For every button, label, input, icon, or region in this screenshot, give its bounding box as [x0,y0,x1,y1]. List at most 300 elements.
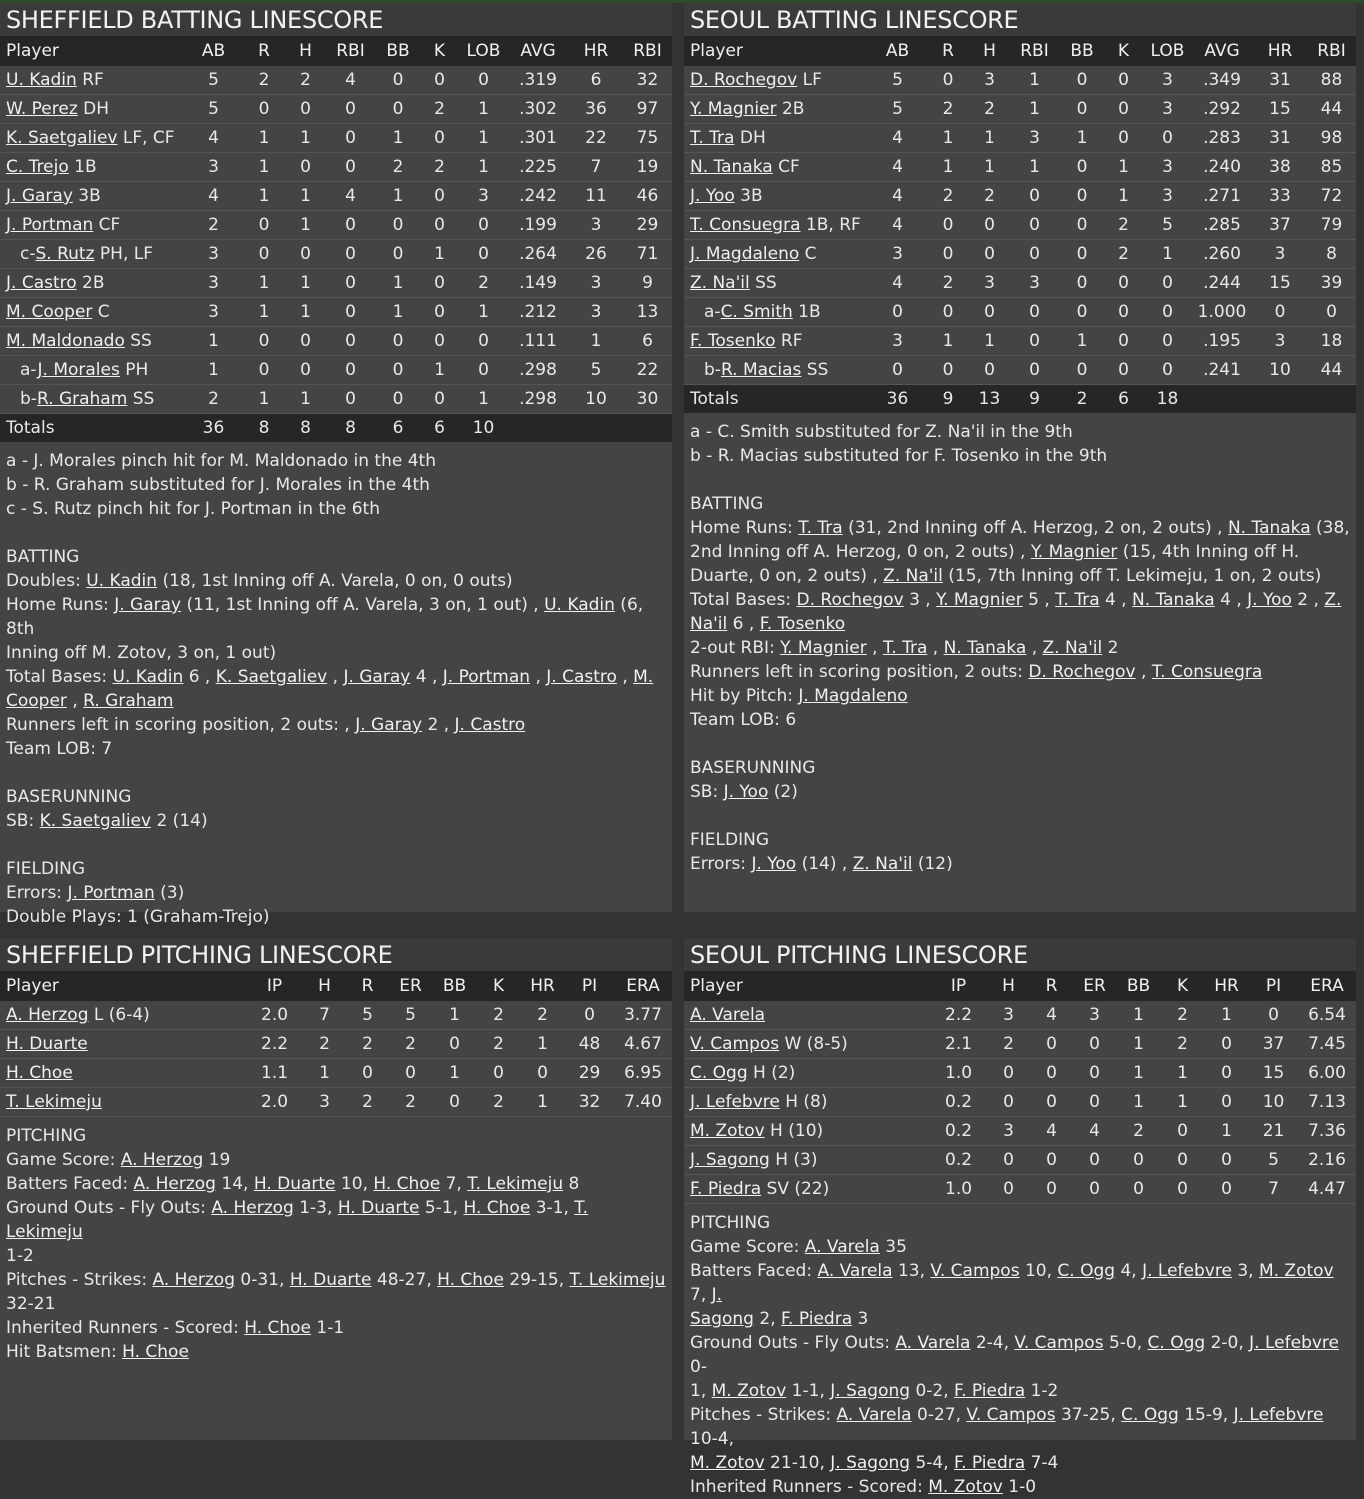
note-text: 2 , [1291,590,1325,610]
player-link[interactable]: J. Sagong [690,1150,770,1170]
player-link[interactable]: J. Lefebvre [1142,1261,1232,1281]
stat-cell: 1 [287,211,324,240]
player-row [0,327,672,356]
stat-cell: 0 [1253,298,1307,327]
stat-cell: .264 [507,240,569,269]
note-line [6,1316,666,1340]
note-line [690,540,1350,564]
player-link[interactable]: U. Kadin [112,667,184,687]
player-link[interactable]: R. Macias [720,360,802,380]
totals-label: Totals [0,414,186,443]
stat-cell: 3 [460,182,507,211]
note-line [6,1196,666,1244]
column-header: K [1103,36,1144,66]
note-text: Hit Batsmen: [6,1342,123,1362]
stat-cell: 4 [324,66,377,95]
player-position: RF [76,70,104,90]
note-text: 1-2 [1025,1381,1059,1401]
stat-cell: 10 [1253,356,1307,385]
player-link[interactable]: H. Choe [373,1174,441,1194]
note-text: (18, 1st Inning off A. Varela, 0 on, 0 outs) [157,571,513,591]
totals-row [0,414,672,443]
player-link[interactable]: T. Tra [1055,590,1100,610]
note-text: 1-0 [1002,1477,1037,1497]
player-link[interactable]: M. [633,667,654,687]
stat-cell: .244 [1191,269,1253,298]
player-cell [684,327,870,356]
stat-cell: .271 [1191,182,1253,211]
stat-cell: 1 [241,298,287,327]
player-link[interactable]: H. Duarte [337,1198,420,1218]
stat-cell: 3 [987,1117,1030,1146]
player-link[interactable]: J. Garay [343,667,411,687]
player-link[interactable]: J. Lefebvre [1249,1333,1339,1353]
column-header: PI [1249,971,1298,1001]
player-position: 3B [72,186,101,206]
player-cell [684,182,870,211]
note-text: Pitches - Strikes: [6,1270,153,1290]
note-line [6,881,666,905]
player-link[interactable]: C. Ogg [1057,1261,1116,1281]
player-position: 2B [76,273,105,293]
stat-cell: 48 [565,1030,614,1059]
player-link[interactable]: Z. Na'il [883,566,943,586]
player-cell [684,240,870,269]
player-link[interactable]: M. Zotov [690,1121,765,1141]
stat-cell: 7 [303,1001,346,1030]
stat-cell: 3 [303,1088,346,1117]
player-link[interactable]: J. Yoo [751,854,797,874]
player-link[interactable]: M. Cooper [6,302,93,322]
player-link[interactable]: T. Consuegra [690,215,801,235]
player-row [684,1146,1356,1175]
player-link[interactable]: R. Graham [36,389,128,409]
stat-cell: 1 [460,95,507,124]
player-position: LF, CF [117,128,175,148]
sheffield-batting-panel [0,3,672,927]
player-link[interactable]: V. Campos [690,1034,780,1054]
player-link[interactable]: J. Portman [67,883,155,903]
player-link[interactable]: J. Sagong [830,1381,911,1401]
note-line [6,1268,666,1292]
note-text: 48-27, [371,1270,438,1290]
player-link[interactable]: H. Choe [437,1270,504,1290]
stat-cell: 0 [1073,1175,1116,1204]
player-link[interactable]: T. Tra [690,128,735,148]
player-link[interactable]: C. Trejo [6,157,69,177]
player-link[interactable]: A. Varela [804,1237,880,1257]
note-text: 4 , [1099,590,1133,610]
player-link[interactable]: H. Choe [244,1318,312,1338]
column-header: K [477,971,520,1001]
player-link[interactable]: C. Ogg [690,1063,748,1083]
stat-cell: 3 [1008,269,1061,298]
stat-cell: 3 [186,153,241,182]
player-link[interactable]: V. Campos [930,1261,1020,1281]
stat-cell: 15 [1249,1059,1298,1088]
stat-cell: 7.13 [1298,1088,1356,1117]
note-line [6,449,666,473]
player-link[interactable]: C. Ogg [1147,1333,1206,1353]
note-line [690,828,1350,852]
note-line [690,1307,1350,1331]
stat-cell: 0 [1073,1088,1116,1117]
column-header: AVG [1191,36,1253,66]
player-link[interactable]: R. Graham [83,691,174,711]
stat-cell: 5 [389,1001,432,1030]
stat-cell: 1 [1008,95,1061,124]
stat-cell: 0 [1061,240,1103,269]
note-text: (3) [154,883,185,903]
player-link[interactable]: J. Yoo [1247,590,1292,610]
player-link[interactable]: A. Varela [817,1261,893,1281]
player-link[interactable]: W. Perez [6,99,78,119]
note-text: , [866,638,883,658]
player-link[interactable]: Sagong [690,1309,754,1329]
player-link[interactable]: D. Rochegov [796,590,904,610]
player-cell [0,211,186,240]
totals-cell: 10 [460,414,507,443]
player-row [684,153,1356,182]
note-spacer [690,732,1350,756]
note-text: Ground Outs - Fly Outs: [690,1333,896,1353]
player-link[interactable]: Y. Magnier [690,99,777,119]
player-link[interactable]: H. Choe [463,1198,531,1218]
stat-cell: 29 [623,211,672,240]
stat-cell: 1 [971,124,1008,153]
stat-cell: 0 [287,327,324,356]
stat-cell: 5 [186,95,241,124]
stat-cell: 1 [1116,1088,1161,1117]
player-link[interactable]: F. Tosenko [759,614,846,634]
player-cell [0,66,186,95]
stat-cell: 1 [1008,66,1061,95]
player-link[interactable]: J. Yoo [723,782,769,802]
player-link[interactable]: K. Saetgaliev [39,811,152,831]
stat-cell: 6.95 [614,1059,672,1088]
player-link[interactable]: N. Tanaka [1227,518,1311,538]
note-line [6,785,666,809]
stat-cell: 0 [389,1059,432,1088]
player-link[interactable]: T. Tra [798,518,843,538]
player-link[interactable]: C. Smith [720,302,793,322]
player-link[interactable]: J. Portman [442,667,531,687]
player-link[interactable]: A. Varela [836,1405,912,1425]
player-row [0,1059,672,1088]
note-line [690,684,1350,708]
player-link[interactable]: H. Choe [6,1063,73,1083]
stat-cell: 1 [241,153,287,182]
player-link[interactable]: Y. Magnier [936,590,1023,610]
note-line [6,569,666,593]
note-text: , [327,667,344,687]
player-link[interactable]: T. Lekimeju [6,1092,102,1112]
player-position: CF [772,157,800,177]
player-link[interactable]: F. Piedra [954,1453,1026,1473]
player-row [0,211,672,240]
note-text: SB: [690,782,724,802]
player-link[interactable]: J. Castro [454,715,526,735]
player-position: H (2) [747,1063,796,1083]
player-link[interactable]: J. [711,1285,723,1305]
player-cell [0,1059,246,1088]
player-row [684,1088,1356,1117]
note-text: PITCHING [6,1126,87,1146]
stat-cell: 29 [565,1059,614,1088]
player-link[interactable]: N. Tanaka [1132,590,1215,610]
stat-cell: 3 [971,269,1008,298]
stat-cell: 88 [1307,66,1356,95]
player-row [0,240,672,269]
stat-cell: 2 [346,1088,389,1117]
note-text: 2 , [422,715,455,735]
stat-cell: 0 [1030,1088,1073,1117]
player-link[interactable]: J. Morales [37,360,120,380]
player-link[interactable]: A. Herzog [120,1150,204,1170]
player-link[interactable]: M. Zotov [711,1381,787,1401]
column-header: Player [0,971,246,1001]
player-link[interactable]: H. Duarte [6,1034,88,1054]
player-link[interactable]: J. Castro [546,667,617,687]
note-text: 7, [440,1174,468,1194]
player-link[interactable]: T. Consuegra [1151,662,1263,682]
stat-cell: 4 [1030,1117,1073,1146]
player-link[interactable]: H. Duarte [253,1174,336,1194]
stat-cell: 1 [520,1030,565,1059]
player-link[interactable]: V. Campos [1014,1333,1104,1353]
player-link[interactable]: Z. Na'il [690,273,750,293]
player-link[interactable]: Y. Magnier [1030,542,1118,562]
player-link[interactable]: J. Garay [355,715,423,735]
player-link[interactable]: V. Campos [966,1405,1056,1425]
stat-cell: 0 [460,356,507,385]
note-spacer [6,833,666,857]
stat-cell: 5 [569,356,623,385]
column-header: ERA [1298,971,1356,1001]
note-line [6,689,666,713]
note-text: 32-21 [6,1294,56,1314]
player-position: DH [77,99,110,119]
note-text: 1-3, [293,1198,338,1218]
player-link[interactable]: Z. Na'il [1042,638,1103,658]
player-link[interactable]: A. Herzog [6,1005,89,1025]
stat-cell: 0 [324,240,377,269]
player-link[interactable]: U. Kadin [544,595,615,615]
player-row [0,1001,672,1030]
column-header: AB [870,36,925,66]
note-text: PITCHING [690,1213,771,1233]
stat-cell: 3 [1144,153,1191,182]
stat-cell: 2 [460,269,507,298]
player-link[interactable]: J. Lefebvre [1233,1405,1324,1425]
column-header: ERA [614,971,672,1001]
player-link[interactable]: J. Magdaleno [690,244,800,264]
player-cell [0,356,186,385]
player-link[interactable]: F. Piedra [954,1381,1026,1401]
player-position: SV (22) [761,1179,830,1199]
player-link[interactable]: J. Sagong [830,1453,911,1473]
player-link[interactable]: M. Zotov [928,1477,1003,1497]
stat-cell: 4 [186,124,241,153]
stat-cell: 0 [1204,1088,1249,1117]
note-line [690,492,1350,516]
player-link[interactable]: T. Lekimeju [467,1174,564,1194]
player-link[interactable]: Z. [1324,590,1342,610]
player-link[interactable]: A. Herzog [211,1198,294,1218]
player-position: W (8-5) [779,1034,848,1054]
player-link[interactable]: U. Kadin [86,571,158,591]
note-text: , [530,667,547,687]
player-link[interactable]: T. Tra [882,638,928,658]
player-link[interactable]: A. Varela [895,1333,971,1353]
stat-cell: 11 [569,182,623,211]
player-cell [684,1030,930,1059]
stat-cell: 0 [1008,240,1061,269]
stat-cell: 46 [623,182,672,211]
note-line [690,1475,1350,1499]
player-link[interactable]: J. Garay [6,186,73,206]
stat-cell: 2 [419,95,460,124]
stat-cell: 3 [186,298,241,327]
stat-cell: 1 [1008,153,1061,182]
player-row [684,1175,1356,1204]
player-link[interactable]: D. Rochegov [1028,662,1136,682]
stat-cell: 1 [287,182,324,211]
stat-cell: 71 [623,240,672,269]
player-link[interactable]: J. Garay [114,595,182,615]
stat-cell: 0 [1144,269,1191,298]
player-link[interactable]: A. Varela [690,1005,766,1025]
note-line [6,809,666,833]
stat-cell: 0 [1061,95,1103,124]
batting-notes [0,442,672,929]
player-link[interactable]: Na'il [690,614,728,634]
player-cell [684,298,870,327]
player-link[interactable]: J. Yoo [690,186,735,206]
note-text: 2-out RBI: [690,638,781,658]
player-link[interactable]: Cooper [6,691,67,711]
note-text: 1-1, [786,1381,831,1401]
note-text: , [1026,638,1043,658]
player-cell [684,1175,930,1204]
panel-title: SEOUL BATTING LINESCORE [684,3,1356,36]
player-link[interactable]: A. Herzog [152,1270,236,1290]
note-text: Inning off M. Zotov, 3 on, 1 out) [6,643,277,663]
pitching-table [684,971,1356,1204]
player-link[interactable]: N. Tanaka [943,638,1027,658]
player-link[interactable]: J. Castro [6,273,77,293]
stat-cell: .240 [1191,153,1253,182]
player-link[interactable]: J. Lefebvre [690,1092,780,1112]
stat-cell: 4 [870,269,925,298]
stat-cell: .260 [1191,240,1253,269]
stat-cell: 2 [1103,211,1144,240]
note-text: (2) [768,782,798,802]
player-link[interactable]: M. Maldonado [6,331,125,351]
player-cell [0,1030,246,1059]
player-row [684,298,1356,327]
player-link[interactable]: J. Magdaleno [798,686,908,706]
column-header: HR [520,971,565,1001]
player-link[interactable]: U. Kadin [6,70,77,90]
stat-cell: 3 [987,1001,1030,1030]
note-text: FIELDING [6,859,85,879]
column-header: RBI [1307,36,1356,66]
column-header: RBI [623,36,672,66]
stat-cell: 3 [569,269,623,298]
stat-cell: 0 [287,240,324,269]
player-link[interactable]: M. Zotov [1258,1261,1334,1281]
player-cell [684,1001,930,1030]
note-line [690,1451,1350,1475]
note-text: (14) , [796,854,853,874]
stat-cell: .301 [507,124,569,153]
panel-title: SHEFFIELD BATTING LINESCORE [0,3,672,36]
note-text: 2 (14) [151,811,208,831]
player-link[interactable]: H. Duarte [289,1270,372,1290]
player-link[interactable]: K. Saetgaliev [6,128,118,148]
player-link[interactable]: N. Tanaka [690,157,773,177]
player-row [684,1030,1356,1059]
note-line [690,564,1350,588]
column-header: R [346,971,389,1001]
stat-cell: 0 [324,153,377,182]
player-link[interactable]: J. Portman [6,215,94,235]
note-text: (15, 4th Inning off H. [1117,542,1300,562]
player-link[interactable]: Z. Na'il [852,854,913,874]
stat-cell: 0 [1008,327,1061,356]
totals-cell: 9 [925,385,971,414]
player-link[interactable]: F. Piedra [690,1179,762,1199]
stat-cell: 6 [623,327,672,356]
stat-cell: 0 [987,1059,1030,1088]
stat-cell: 1 [460,124,507,153]
player-position: L (6-4) [88,1005,150,1025]
stat-cell: .225 [507,153,569,182]
note-line [690,636,1350,660]
totals-cell [623,414,672,443]
column-header: Player [0,36,186,66]
stat-cell: .283 [1191,124,1253,153]
player-link[interactable]: H. Choe [122,1342,189,1362]
column-header: K [1161,971,1204,1001]
stat-cell: .111 [507,327,569,356]
player-link[interactable]: F. Tosenko [690,331,776,351]
player-link[interactable]: S. Rutz [35,244,95,264]
player-link[interactable]: C. Ogg [1121,1405,1179,1425]
player-link[interactable]: T. Lekimeju [6,1198,589,1242]
stat-cell: 0 [1144,124,1191,153]
player-link[interactable]: Y. Magnier [780,638,867,658]
stat-cell: 1 [925,153,971,182]
player-link[interactable]: A. Herzog [133,1174,216,1194]
totals-cell: 6 [419,414,460,443]
player-link[interactable]: F. Piedra [781,1309,853,1329]
column-header: LOB [1144,36,1191,66]
note-text: 5-0, [1103,1333,1148,1353]
stat-cell: 2 [1116,1117,1161,1146]
stat-cell: 0 [1061,269,1103,298]
player-cell [684,269,870,298]
player-link[interactable]: T. Lekimeju [569,1270,666,1290]
stat-cell: 1 [377,269,419,298]
player-cell [0,269,186,298]
player-cell [0,385,186,414]
player-link[interactable]: M. Zotov [690,1453,765,1473]
note-text: b - R. Graham substituted for J. Morales in the 4th [6,475,430,495]
player-link[interactable]: K. Saetgaliev [215,667,328,687]
player-link[interactable]: D. Rochegov [690,70,798,90]
